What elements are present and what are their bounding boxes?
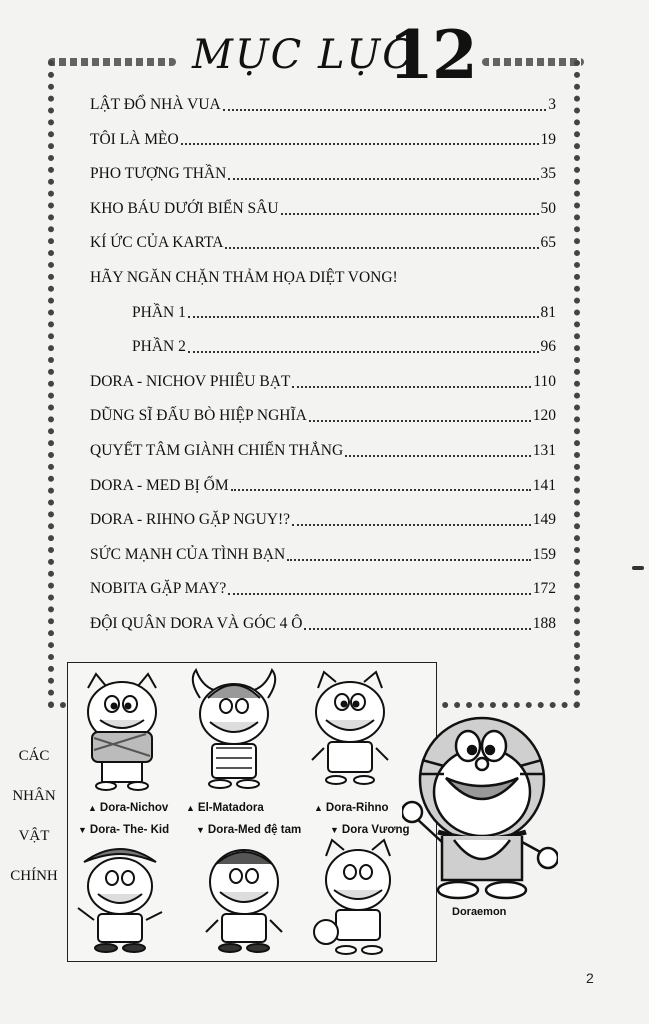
- side-label-line: NHÂN: [12, 788, 56, 804]
- caption-text: Dora-Rihno: [325, 802, 389, 814]
- toc-entry[interactable]: [90, 226, 556, 261]
- toc-entry-page: 65: [540, 234, 556, 252]
- page-title: MỤC LỤC: [192, 32, 415, 78]
- dot-leader: [231, 488, 531, 491]
- toc-entry-title: LẬT ĐỔ NHÀ VUA: [90, 96, 221, 113]
- dot-leader: [223, 108, 547, 111]
- caption-text: Dora-Med đệ tam: [207, 824, 302, 836]
- toc-entry[interactable]: [90, 607, 556, 642]
- caption-text: Dora Vương: [341, 824, 410, 836]
- toc-entry[interactable]: [90, 538, 556, 573]
- triangle-down-icon: ▼: [330, 825, 339, 835]
- dot-leader: [188, 350, 539, 353]
- caption-text: Dora-Nichov: [99, 802, 169, 814]
- toc-entry-page: 131: [532, 441, 556, 459]
- side-label-line: VẬT: [18, 828, 50, 844]
- toc-entry[interactable]: [90, 365, 556, 400]
- dora-rihno-illustration: [304, 668, 396, 790]
- volume-number: 12: [388, 16, 476, 94]
- side-label-line: CHÍNH: [10, 868, 58, 884]
- toc-entry-title: DORA - RIHNO GẶP NGUY!?: [90, 511, 291, 529]
- dora-nichov-illustration: [76, 670, 168, 792]
- dora-the-kid-illustration: [70, 838, 170, 956]
- toc-entry[interactable]: [90, 572, 556, 607]
- dot-leader: [225, 246, 538, 249]
- toc-entry[interactable]: [90, 469, 556, 504]
- dot-leader: [345, 454, 531, 457]
- toc-entry[interactable]: [90, 88, 556, 123]
- toc-entry[interactable]: [90, 330, 556, 365]
- main-characters-label: [10, 736, 58, 896]
- caption-dora-vuong: [330, 824, 410, 836]
- toc-entry-page: 188: [532, 614, 556, 632]
- dot-leader: [228, 592, 530, 595]
- toc-entry-title: DORA - MED BỊ ỐM: [90, 476, 229, 494]
- toc-entry-page: 19: [540, 130, 556, 148]
- dot-leader: [281, 212, 539, 215]
- side-label-line: CÁC: [18, 748, 50, 764]
- toc-entry-page: 35: [540, 165, 556, 183]
- dot-leader: [304, 627, 530, 630]
- caption-dora-med: [196, 824, 301, 836]
- caption-dora-rihno: [314, 802, 389, 814]
- toc-entry-title: TÔI LÀ MÈO: [90, 130, 179, 148]
- caption-dora-nichov: [88, 802, 168, 814]
- triangle-up-icon: ▲: [314, 803, 323, 813]
- toc-entry-page: 81: [540, 303, 556, 321]
- caption-el-matadora: [186, 802, 264, 814]
- doraemon-illustration: [402, 708, 558, 902]
- triangle-down-icon: ▼: [196, 825, 205, 835]
- dot-leader: [287, 558, 531, 561]
- toc-entry-title: SỨC MẠNH CỦA TÌNH BẠN: [90, 545, 286, 563]
- toc-entry-title: DORA - NICHOV PHIÊU BẠT: [90, 372, 291, 390]
- toc-entry-title: KÍ ỨC CỦA KARTA: [90, 234, 224, 252]
- dot-leader: [188, 315, 539, 318]
- toc-entry-page: 50: [540, 199, 556, 217]
- toc-entry-page: 149: [532, 511, 556, 529]
- toc-entry[interactable]: [90, 399, 556, 434]
- toc-entry-title: PHẦN 2: [132, 338, 186, 356]
- dot-leader: [181, 142, 539, 145]
- toc-entry-page: 96: [540, 338, 556, 356]
- toc-entry-page: 120: [532, 407, 556, 425]
- toc-entry-title: ĐỘI QUÂN DORA VÀ GÓC 4 Ô: [90, 614, 303, 632]
- toc-entry-title: HÃY NGĂN CHẶN THẢM HỌA DIỆT VONG!: [90, 268, 398, 286]
- toc-entry-title: NOBITA GẶP MAY?: [90, 580, 227, 598]
- toc-entry-title: PHẦN 1: [132, 303, 186, 321]
- dora-med-illustration: [196, 840, 292, 956]
- caption-doraemon: Doraemon: [452, 906, 507, 918]
- toc-entry-page: 110: [533, 372, 556, 390]
- toc-entry[interactable]: [90, 261, 556, 296]
- toc-entry-title: KHO BÁU DƯỚI BIỂN SÂU: [90, 199, 279, 217]
- toc-entry-title: DŨNG SĨ ĐẤU BÒ HIỆP NGHĨA: [90, 407, 307, 425]
- toc-entry[interactable]: [90, 123, 556, 158]
- page-number: 2: [586, 970, 594, 986]
- triangle-up-icon: ▲: [88, 803, 97, 813]
- toc-entry[interactable]: [90, 157, 556, 192]
- toc-entry-page: 3: [548, 96, 556, 113]
- toc-entry-page: 141: [532, 476, 556, 494]
- toc-list: [90, 88, 556, 642]
- dot-leader: [228, 177, 538, 180]
- dot-leader: [309, 419, 531, 422]
- print-speck: [632, 566, 644, 570]
- caption-text: El-Matadora: [197, 802, 264, 814]
- toc-entry[interactable]: [90, 503, 556, 538]
- toc-entry[interactable]: [90, 434, 556, 469]
- triangle-down-icon: ▼: [78, 825, 87, 835]
- toc-entry[interactable]: [90, 296, 556, 331]
- triangle-up-icon: ▲: [186, 803, 195, 813]
- dora-vuong-illustration: [312, 836, 404, 958]
- toc-entry-title: QUYẾT TÂM GIÀNH CHIẾN THẮNG: [90, 441, 344, 459]
- toc-entry-page: 159: [532, 545, 556, 563]
- dot-leader: [292, 523, 531, 526]
- caption-text: Dora- The- Kid: [89, 824, 170, 836]
- dot-leader: [292, 385, 531, 388]
- toc-entry-title: PHO TƯỢNG THẦN: [90, 165, 227, 183]
- toc-entry[interactable]: [90, 192, 556, 227]
- el-matadora-illustration: [186, 668, 282, 792]
- caption-dora-the-kid: [78, 824, 169, 836]
- toc-entry-page: 172: [532, 580, 556, 598]
